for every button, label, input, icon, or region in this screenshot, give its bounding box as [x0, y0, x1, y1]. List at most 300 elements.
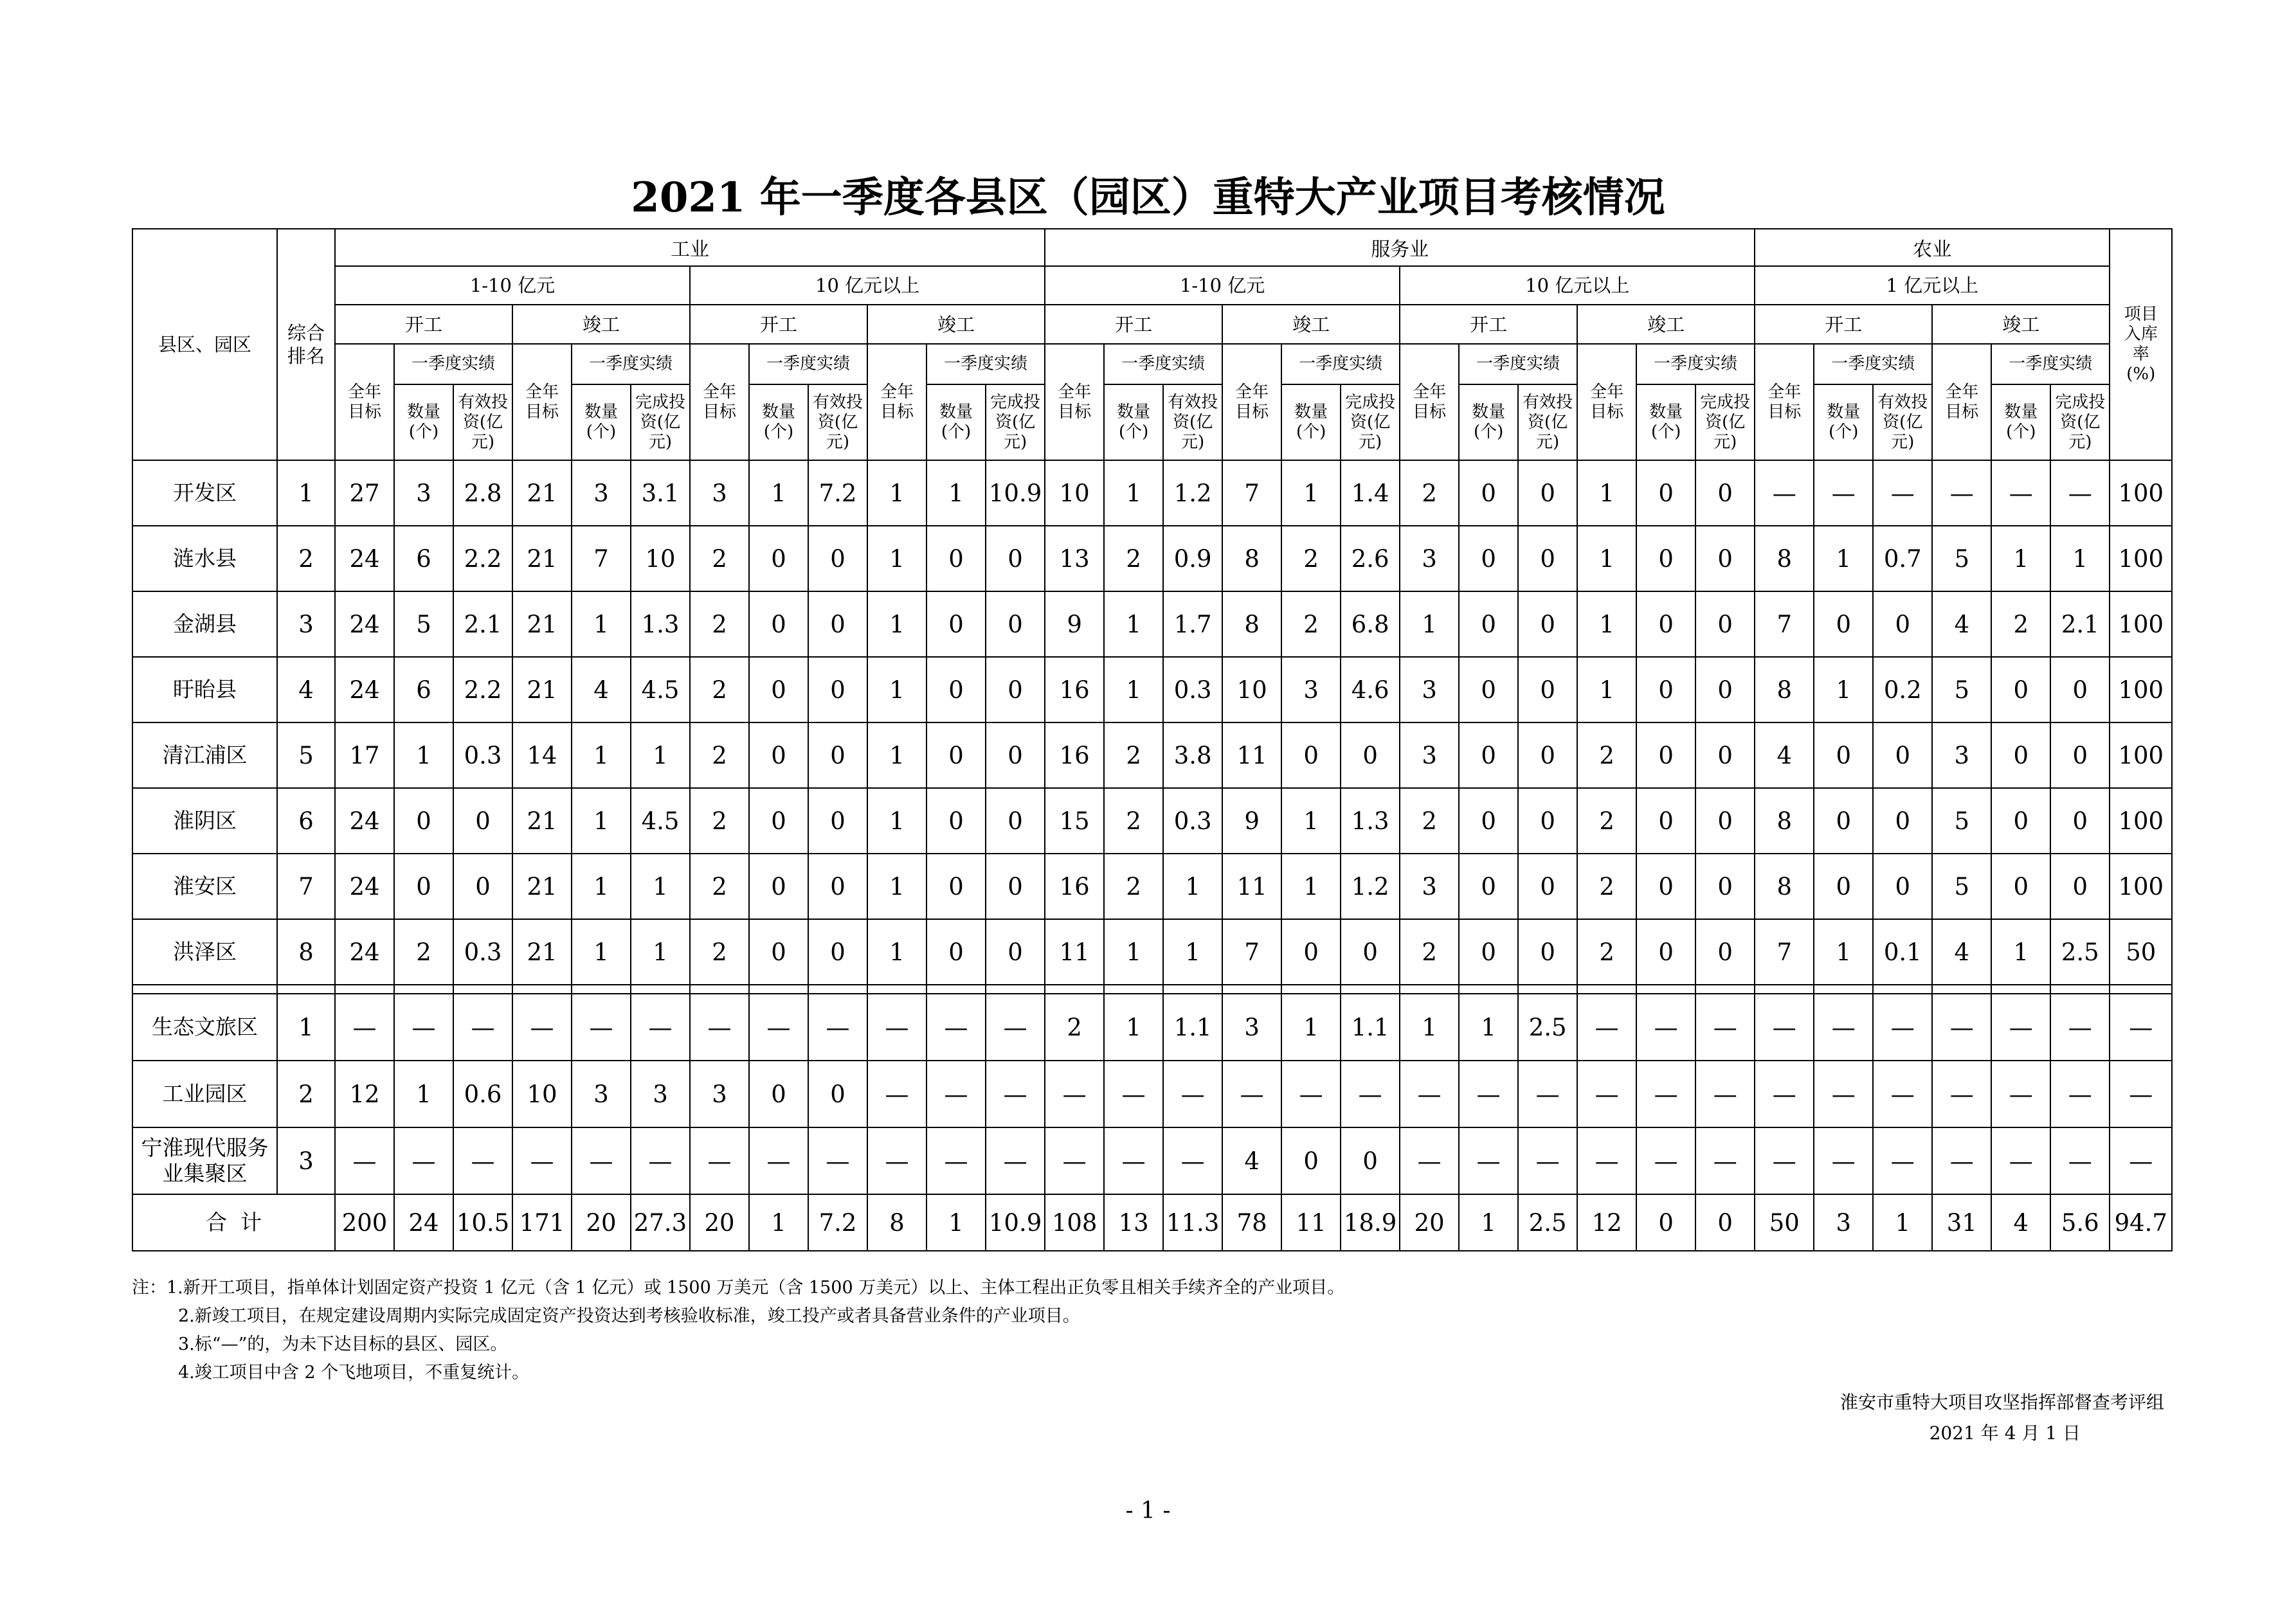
data-cell: 0 [749, 657, 808, 722]
total-data-cell: 12 [1577, 1194, 1636, 1251]
data-cell: 0 [1636, 722, 1695, 788]
service-1-10-start-count-header: 数量(个) [1104, 384, 1163, 460]
note-1: 注：1.新开工项目，指单体计划固定资产投资 1 亿元（含 1 亿元）或 1500 万美元（含 1500 万美元）以上、主体工程出正负零且相关手续齐全的产业项目。 [132, 1278, 1345, 1298]
data-cell: — [808, 1127, 867, 1194]
data-cell: 0 [749, 526, 808, 591]
data-cell: 6 [394, 526, 453, 591]
rate-cell: 100 [2110, 854, 2172, 919]
data-cell: 1 [867, 591, 927, 657]
data-cell: — [1518, 1061, 1577, 1127]
data-cell: 4 [1932, 591, 1991, 657]
data-cell: 2.5 [1518, 994, 1577, 1061]
data-cell: 1.3 [631, 591, 690, 657]
region-name-cell: 宁淮现代服务业集聚区 [132, 1127, 277, 1194]
data-cell: 4.5 [631, 788, 690, 854]
rate-cell: 100 [2110, 657, 2172, 722]
data-cell: 0 [749, 1061, 808, 1127]
data-cell: 2.6 [1341, 526, 1400, 591]
data-cell: — [867, 1127, 927, 1194]
data-cell: — [512, 1127, 572, 1194]
total-data-cell: 31 [1932, 1194, 1991, 1251]
separator-cell [1991, 985, 2050, 994]
data-cell: — [1163, 1061, 1222, 1127]
data-cell: 2.5 [2050, 919, 2110, 985]
rate-header: 项目入库率(%) [2110, 229, 2172, 460]
total-data-cell: 200 [335, 1194, 394, 1251]
data-cell: 0.9 [1163, 526, 1222, 591]
data-cell: 1 [1991, 526, 2050, 591]
industry-1-10-complete-q1-header: 一季度实绩 [572, 344, 690, 384]
data-cell: 0 [1695, 526, 1755, 591]
service-1-10-start-q1-header: 一季度实绩 [1104, 344, 1222, 384]
total-data-cell: 78 [1222, 1194, 1281, 1251]
data-cell: 1 [1104, 994, 1163, 1061]
data-cell: 5 [1932, 788, 1991, 854]
data-cell: 0 [1873, 591, 1932, 657]
data-cell: — [1695, 994, 1755, 1061]
data-cell: 0 [1636, 657, 1695, 722]
data-cell: 1.1 [1341, 994, 1400, 1061]
data-cell: 8 [1755, 854, 1814, 919]
data-cell: 1 [1577, 657, 1636, 722]
data-cell: 7 [572, 526, 631, 591]
total-rate-cell: 94.7 [2110, 1194, 2172, 1251]
total-data-cell: 10.9 [986, 1194, 1045, 1251]
data-cell: — [631, 1127, 690, 1194]
data-cell: 1 [927, 460, 986, 526]
table-row [132, 1127, 2172, 1194]
rank-cell: 8 [277, 919, 335, 985]
data-cell: 16 [1045, 657, 1104, 722]
data-cell: 0 [986, 854, 1045, 919]
separator-cell [1873, 985, 1932, 994]
rank-cell: 2 [277, 1061, 335, 1127]
sector-agriculture-header: 农业 [1755, 229, 2110, 266]
separator-cell [2110, 985, 2172, 994]
data-cell: 0 [808, 788, 867, 854]
industry-10-plus-complete-count-header: 数量(个) [927, 384, 986, 460]
data-cell: 7 [1222, 460, 1281, 526]
data-cell: 21 [512, 919, 572, 985]
data-cell: — [394, 1127, 453, 1194]
industry-10-plus-complete-annual-target: 全年目标 [867, 344, 927, 460]
data-cell: 1 [1281, 788, 1341, 854]
data-cell: 1 [1577, 591, 1636, 657]
data-cell: 0 [927, 788, 986, 854]
data-cell: 0.3 [453, 919, 512, 985]
separator-cell [2050, 985, 2110, 994]
data-cell: 11 [1045, 919, 1104, 985]
data-cell: 0 [808, 1061, 867, 1127]
data-cell: 0 [1281, 722, 1341, 788]
region-name-cell: 生态文旅区 [132, 994, 277, 1061]
data-cell: 1 [1104, 919, 1163, 985]
data-cell: 0 [1518, 722, 1577, 788]
industry-1-10-start-invest-header: 有效投资(亿元) [453, 384, 512, 460]
industry-1-10-start-q1-header: 一季度实绩 [394, 344, 512, 384]
data-cell: 1.7 [1163, 591, 1222, 657]
industry-1-10-start-annual-target: 全年目标 [335, 344, 394, 460]
industry-10-plus-complete-q1-header: 一季度实绩 [927, 344, 1045, 384]
data-cell: 0 [1518, 788, 1577, 854]
data-cell: 21 [512, 657, 572, 722]
total-data-cell: 13 [1104, 1194, 1163, 1251]
table-row [132, 788, 2172, 854]
data-cell: 24 [335, 591, 394, 657]
data-cell: 0 [1459, 591, 1518, 657]
data-cell: 0 [2050, 854, 2110, 919]
separator-cell [1636, 985, 1695, 994]
data-cell: 1 [867, 854, 927, 919]
separator-cell [453, 985, 512, 994]
industry-1-10-complete-count-header: 数量(个) [572, 384, 631, 460]
separator-cell [1281, 985, 1341, 994]
data-cell: 3 [1281, 657, 1341, 722]
data-cell: — [1163, 1127, 1222, 1194]
data-cell: 0 [1991, 657, 2050, 722]
service-1-10-start-header: 开工 [1045, 305, 1222, 344]
data-cell: 7.2 [808, 460, 867, 526]
data-cell: 21 [512, 854, 572, 919]
data-cell: 1 [867, 919, 927, 985]
data-cell: — [335, 1127, 394, 1194]
data-cell: 2 [1400, 788, 1459, 854]
data-cell: — [986, 1127, 1045, 1194]
data-cell: 0 [808, 919, 867, 985]
data-cell: 16 [1045, 722, 1104, 788]
industry-10-plus-complete-invest-header: 完成投资(亿元) [986, 384, 1045, 460]
data-cell: 0 [927, 526, 986, 591]
data-cell: 7 [1755, 591, 1814, 657]
service-10-plus-complete-annual-target: 全年目标 [1577, 344, 1636, 460]
industry-tier-1-10: 1-10 亿元 [335, 266, 690, 305]
rate-cell: 50 [2110, 919, 2172, 985]
data-cell: 0.7 [1873, 526, 1932, 591]
data-cell: 10 [631, 526, 690, 591]
data-cell: 0 [394, 788, 453, 854]
service-10-plus-start-header: 开工 [1400, 305, 1577, 344]
region-name-cell: 淮安区 [132, 854, 277, 919]
rank-cell: 7 [277, 854, 335, 919]
rank-cell: 3 [277, 1127, 335, 1194]
data-cell: 0 [1341, 919, 1400, 985]
data-cell: — [1636, 994, 1695, 1061]
agriculture-1-plus-start-invest-header: 有效投资(亿元) [1873, 384, 1932, 460]
signature-date: 2021 年 4 月 1 日 [1929, 1422, 2081, 1444]
data-cell: 1.1 [1163, 994, 1222, 1061]
data-cell: 24 [335, 919, 394, 985]
industry-10-plus-start-header: 开工 [690, 305, 867, 344]
data-cell: — [572, 994, 631, 1061]
note-4: 4.竣工项目中含 2 个飞地项目，不重复统计。 [178, 1363, 530, 1383]
data-cell: — [2050, 1127, 2110, 1194]
total-data-cell: 1 [1459, 1194, 1518, 1251]
total-data-cell: 3 [1814, 1194, 1873, 1251]
data-cell: 1 [631, 854, 690, 919]
service-10-plus-start-q1-header: 一季度实绩 [1459, 344, 1577, 384]
data-cell: 0.3 [453, 722, 512, 788]
data-cell: 0 [1991, 788, 2050, 854]
data-cell: 0 [986, 591, 1045, 657]
rank-cell: 3 [277, 591, 335, 657]
region-name-cell: 涟水县 [132, 526, 277, 591]
separator-cell [1222, 985, 1281, 994]
signature-block [1586, 1387, 2164, 1449]
data-cell: 1 [1991, 919, 2050, 985]
data-cell: 3 [631, 1061, 690, 1127]
total-data-cell: 20 [1400, 1194, 1459, 1251]
data-cell: 2 [1104, 722, 1163, 788]
data-cell: 6 [394, 657, 453, 722]
data-cell: — [572, 1127, 631, 1194]
data-cell: 1 [1281, 854, 1341, 919]
data-cell: 3 [1400, 854, 1459, 919]
data-cell: — [1341, 1061, 1400, 1127]
rank-cell: 6 [277, 788, 335, 854]
industry-10-plus-start-q1-header: 一季度实绩 [749, 344, 867, 384]
data-cell: 1.4 [1341, 460, 1400, 526]
data-cell: 0 [1814, 788, 1873, 854]
data-cell: — [867, 994, 927, 1061]
data-cell: 0 [453, 854, 512, 919]
data-cell: 2.1 [2050, 591, 2110, 657]
notes-section [132, 1274, 2125, 1387]
data-cell: 12 [335, 1061, 394, 1127]
data-cell: — [1577, 1061, 1636, 1127]
data-cell: 0 [1695, 591, 1755, 657]
data-cell: 2 [394, 919, 453, 985]
data-cell: — [335, 994, 394, 1061]
data-cell: 0 [1636, 788, 1695, 854]
data-cell: 3 [572, 1061, 631, 1127]
data-cell: 2 [690, 657, 749, 722]
data-cell: 1 [1163, 854, 1222, 919]
data-cell: 1 [1814, 919, 1873, 985]
data-cell: 0 [749, 788, 808, 854]
data-cell: 8 [1222, 526, 1281, 591]
data-cell: 4 [1222, 1127, 1281, 1194]
total-data-cell: 5.6 [2050, 1194, 2110, 1251]
total-data-cell: 11.3 [1163, 1194, 1222, 1251]
data-cell: — [986, 1061, 1045, 1127]
data-cell: 0 [1459, 788, 1518, 854]
data-cell: 1 [1104, 460, 1163, 526]
rate-cell: 100 [2110, 460, 2172, 526]
region-name-cell: 洪泽区 [132, 919, 277, 985]
data-cell: 1.3 [1341, 788, 1400, 854]
data-cell: 0 [2050, 722, 2110, 788]
industry-tier-10-plus: 10 亿元以上 [690, 266, 1045, 305]
data-cell: 0 [986, 919, 1045, 985]
data-cell: 1 [1281, 994, 1341, 1061]
data-cell: 2 [1104, 526, 1163, 591]
total-label: 合 计 [132, 1194, 335, 1251]
data-cell: 1 [1814, 526, 1873, 591]
data-cell: 2 [1281, 591, 1341, 657]
data-cell: 0 [453, 788, 512, 854]
industry-1-10-start-header: 开工 [335, 305, 512, 344]
rank-header: 综合排名 [277, 229, 335, 460]
data-cell: 0 [986, 788, 1045, 854]
data-cell: — [1991, 1061, 2050, 1127]
data-cell: — [1873, 460, 1932, 526]
agriculture-1-plus-complete-invest-header: 完成投资(亿元) [2050, 384, 2110, 460]
service-10-plus-complete-header: 竣工 [1577, 305, 1755, 344]
separator-cell [394, 985, 453, 994]
data-cell: 1 [867, 788, 927, 854]
data-cell: 2 [1577, 788, 1636, 854]
data-cell: — [927, 1061, 986, 1127]
total-data-cell: 24 [394, 1194, 453, 1251]
total-data-cell: 50 [1755, 1194, 1814, 1251]
data-cell: 3 [1932, 722, 1991, 788]
data-cell: — [1459, 1127, 1518, 1194]
data-cell: 2 [690, 854, 749, 919]
data-cell: — [1932, 994, 1991, 1061]
total-data-cell: 20 [572, 1194, 631, 1251]
data-cell: 0 [1281, 919, 1341, 985]
data-cell: 3 [690, 460, 749, 526]
data-cell: 0 [1518, 460, 1577, 526]
table-row [132, 722, 2172, 788]
data-cell: 8 [1222, 591, 1281, 657]
data-cell: 0 [1636, 854, 1695, 919]
agriculture-1-plus-start-annual-target: 全年目标 [1755, 344, 1814, 460]
data-cell: — [453, 1127, 512, 1194]
assessment-table [132, 228, 2173, 1251]
total-data-cell: 0 [1695, 1194, 1755, 1251]
data-cell: — [453, 994, 512, 1061]
data-cell: 0 [1459, 919, 1518, 985]
data-cell: 5 [1932, 526, 1991, 591]
data-cell: 24 [335, 788, 394, 854]
separator-cell [132, 985, 277, 994]
rank-cell: 2 [277, 526, 335, 591]
total-data-cell: 27.3 [631, 1194, 690, 1251]
data-cell: 0 [1695, 854, 1755, 919]
data-cell: 0 [1636, 591, 1695, 657]
data-cell: — [1932, 460, 1991, 526]
total-data-cell: 4 [1991, 1194, 2050, 1251]
data-cell: — [1991, 460, 2050, 526]
data-cell: 0 [927, 657, 986, 722]
separator-cell [1163, 985, 1222, 994]
data-cell: 0.6 [453, 1061, 512, 1127]
table-row [132, 657, 2172, 722]
total-data-cell: 20 [690, 1194, 749, 1251]
separator-cell [1932, 985, 1991, 994]
data-cell: 2 [1045, 994, 1104, 1061]
data-cell: 0 [1341, 722, 1400, 788]
data-cell: 0 [1814, 854, 1873, 919]
data-cell: 1 [1400, 591, 1459, 657]
data-cell: 8 [1755, 657, 1814, 722]
data-cell: — [512, 994, 572, 1061]
total-data-cell: 171 [512, 1194, 572, 1251]
total-data-cell: 8 [867, 1194, 927, 1251]
data-cell: 0 [808, 591, 867, 657]
service-tier-10-plus: 10 亿元以上 [1400, 266, 1755, 305]
data-cell: 1 [1814, 657, 1873, 722]
data-cell: 0 [394, 854, 453, 919]
data-cell: — [1222, 1061, 1281, 1127]
data-cell: 4 [572, 657, 631, 722]
rank-cell: 5 [277, 722, 335, 788]
total-data-cell: 108 [1045, 1194, 1104, 1251]
data-cell: 0 [1814, 591, 1873, 657]
data-cell: 11 [1222, 854, 1281, 919]
data-cell: 10.9 [986, 460, 1045, 526]
table-row [132, 591, 2172, 657]
data-cell: — [1873, 994, 1932, 1061]
separator-cell [927, 985, 986, 994]
data-cell: — [1814, 1061, 1873, 1127]
data-cell: — [1873, 1127, 1932, 1194]
service-1-10-start-invest-header: 有效投资(亿元) [1163, 384, 1222, 460]
data-cell: — [1518, 1127, 1577, 1194]
data-cell: — [1814, 1127, 1873, 1194]
data-cell: 4 [1932, 919, 1991, 985]
data-cell: 3 [1400, 657, 1459, 722]
table-row [132, 994, 2172, 1061]
data-cell: 5 [1932, 854, 1991, 919]
data-cell: 0.2 [1873, 657, 1932, 722]
agriculture-1-plus-start-count-header: 数量(个) [1814, 384, 1873, 460]
data-cell: 2 [1577, 919, 1636, 985]
separator-cell [808, 985, 867, 994]
agriculture-1-plus-complete-count-header: 数量(个) [1991, 384, 2050, 460]
separator-cell [1104, 985, 1163, 994]
data-cell: 3 [1400, 722, 1459, 788]
industry-1-10-complete-annual-target: 全年目标 [512, 344, 572, 460]
data-cell: 2 [1104, 854, 1163, 919]
data-cell: 0 [1695, 657, 1755, 722]
data-cell: — [986, 994, 1045, 1061]
data-cell: 2 [1400, 460, 1459, 526]
data-cell: 11 [1222, 722, 1281, 788]
data-cell: 1 [572, 591, 631, 657]
separator-cell [1341, 985, 1400, 994]
data-cell: 0 [808, 722, 867, 788]
data-cell: 2 [1104, 788, 1163, 854]
data-cell: 0 [1695, 919, 1755, 985]
data-cell: 0 [749, 591, 808, 657]
data-cell: 1 [1104, 591, 1163, 657]
data-cell: 9 [1222, 788, 1281, 854]
data-cell: 0 [749, 854, 808, 919]
data-cell: 4.6 [1341, 657, 1400, 722]
region-header: 县区、园区 [132, 229, 277, 460]
data-cell: 0 [749, 919, 808, 985]
data-cell: 0 [1636, 919, 1695, 985]
data-cell: — [867, 1061, 927, 1127]
data-cell: — [1636, 1061, 1695, 1127]
data-cell: 1 [1104, 657, 1163, 722]
data-cell: 0 [986, 526, 1045, 591]
data-cell: — [927, 994, 986, 1061]
data-cell: 0 [927, 919, 986, 985]
data-cell: — [1400, 1127, 1459, 1194]
data-cell: 21 [512, 788, 572, 854]
data-cell: 0 [1695, 460, 1755, 526]
data-cell: 14 [512, 722, 572, 788]
region-name-cell: 清江浦区 [132, 722, 277, 788]
service-10-plus-complete-count-header: 数量(个) [1636, 384, 1695, 460]
data-cell: — [1695, 1127, 1755, 1194]
data-cell: 2.8 [453, 460, 512, 526]
agriculture-1-plus-complete-annual-target: 全年目标 [1932, 344, 1991, 460]
sector-industry-header: 工业 [335, 229, 1045, 266]
